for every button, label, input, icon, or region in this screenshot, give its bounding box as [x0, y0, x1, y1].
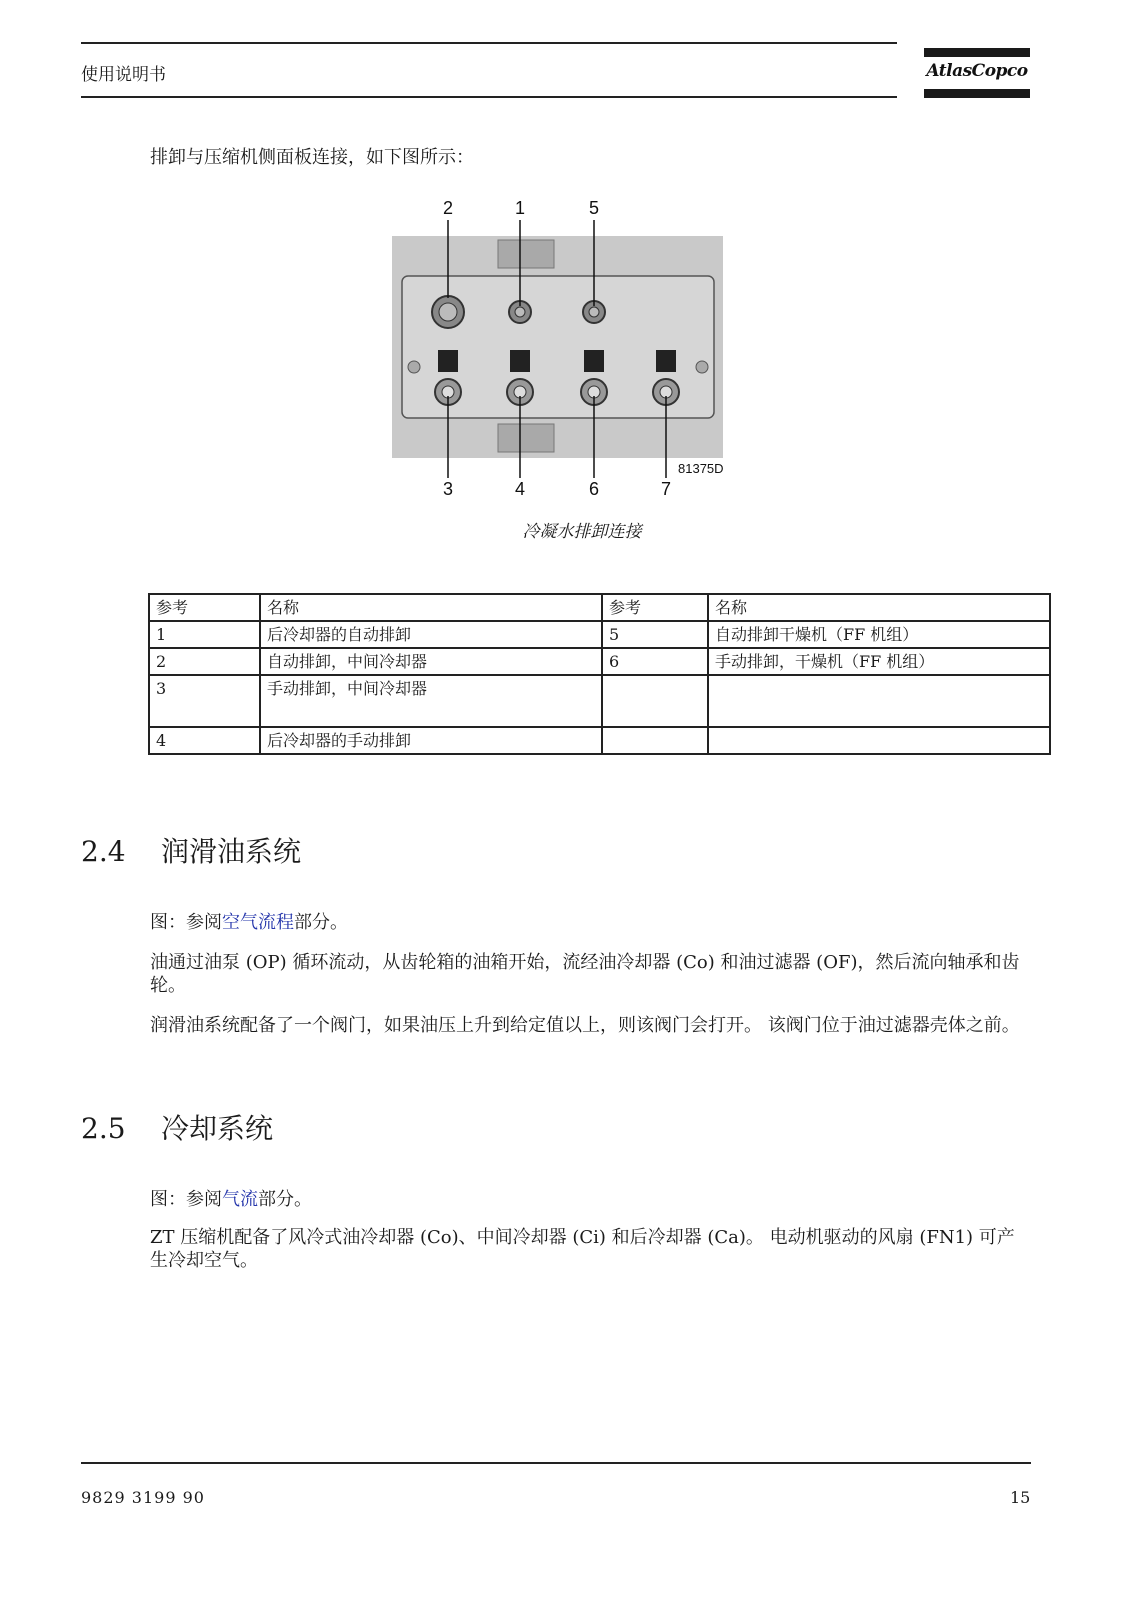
- section-2-4-figure-ref: 图：参阅空气流程部分。: [150, 912, 348, 933]
- table-cell: 后冷却器的手动排卸: [260, 727, 602, 754]
- table-cell: [708, 727, 1050, 754]
- callout-5: 5: [588, 198, 600, 218]
- table-cell: 自动排卸，中间冷却器: [260, 648, 602, 675]
- section-2-4-paragraph-1: 油通过油泵 (OP) 循环流动，从齿轮箱的油箱开始，流经油冷却器 (Co) 和油过滤器 (OF)，然后流向轴承和齿轮。: [150, 952, 1020, 996]
- airflow-link[interactable]: 气流: [222, 1189, 258, 1210]
- document-number: 9829 3199 90: [81, 1488, 205, 1507]
- table-cell: 手动排卸，中间冷却器: [260, 675, 602, 727]
- section-2-5-figure-ref: 图：参阅气流部分。: [150, 1189, 312, 1210]
- table-cell: 6: [602, 648, 708, 675]
- table-row: [149, 648, 1050, 675]
- table-cell: 4: [149, 727, 260, 754]
- table-cell: [602, 675, 708, 727]
- figure-caption: 冷凝水排卸连接: [522, 522, 642, 542]
- callout-7: 7: [660, 479, 672, 499]
- table-cell: 手动排卸，干燥机（FF 机组）: [708, 648, 1050, 675]
- table-cell: [708, 675, 1050, 727]
- section-heading-2-5: 2.5 冷却系统: [81, 1112, 274, 1145]
- table-header-cell: 名称: [260, 594, 602, 621]
- table-header-cell: 名称: [708, 594, 1050, 621]
- section-2-4-paragraph-2: 润滑油系统配备了一个阀门，如果油压上升到给定值以上，则该阀门会打开。 该阀门位于油过滤器壳体之前。: [150, 1015, 1020, 1036]
- atlas-copco-logo: AtlasCopco: [924, 48, 1030, 98]
- table-cell: 5: [602, 621, 708, 648]
- page-number: 15: [1010, 1488, 1031, 1507]
- footer-rule: [81, 1462, 1031, 1464]
- callout-2: 2: [442, 198, 454, 218]
- table-header-row: [149, 594, 1050, 621]
- manual-title: 使用说明书: [81, 65, 166, 85]
- reference-table: [148, 593, 1051, 755]
- callout-3: 3: [442, 479, 454, 499]
- callout-6: 6: [588, 479, 600, 499]
- table-cell: [602, 727, 708, 754]
- air-flow-link[interactable]: 空气流程: [222, 912, 294, 933]
- table-cell: 后冷却器的自动排卸: [260, 621, 602, 648]
- callout-1: 1: [514, 198, 526, 218]
- table-row: [149, 675, 1050, 727]
- table-cell: 2: [149, 648, 260, 675]
- table-row: [149, 621, 1050, 648]
- section-heading-2-4: 2.4 润滑油系统: [81, 835, 302, 868]
- header-rule-top: [81, 42, 897, 44]
- callout-4: 4: [514, 479, 526, 499]
- table-header-cell: 参考: [149, 594, 260, 621]
- fitting-2-icon: [432, 296, 464, 328]
- table-cell: 3: [149, 675, 260, 727]
- figure-ref-code: 81375D: [678, 461, 724, 476]
- table-cell: 1: [149, 621, 260, 648]
- header-rule-bottom: [81, 96, 897, 98]
- section-2-5-paragraph-1: ZT 压缩机配备了风冷式油冷却器 (Co)、中间冷却器 (Ci) 和后冷却器 (Ca)。 电动机驱动的风扇 (FN1) 可产生冷却空气。: [150, 1227, 1015, 1271]
- table-row: [149, 727, 1050, 754]
- table-header-cell: 参考: [602, 594, 708, 621]
- drain-connection-figure: [390, 192, 735, 502]
- table-cell: 自动排卸干燥机（FF 机组）: [708, 621, 1050, 648]
- intro-text: 排卸与压缩机侧面板连接，如下图所示：: [150, 147, 474, 168]
